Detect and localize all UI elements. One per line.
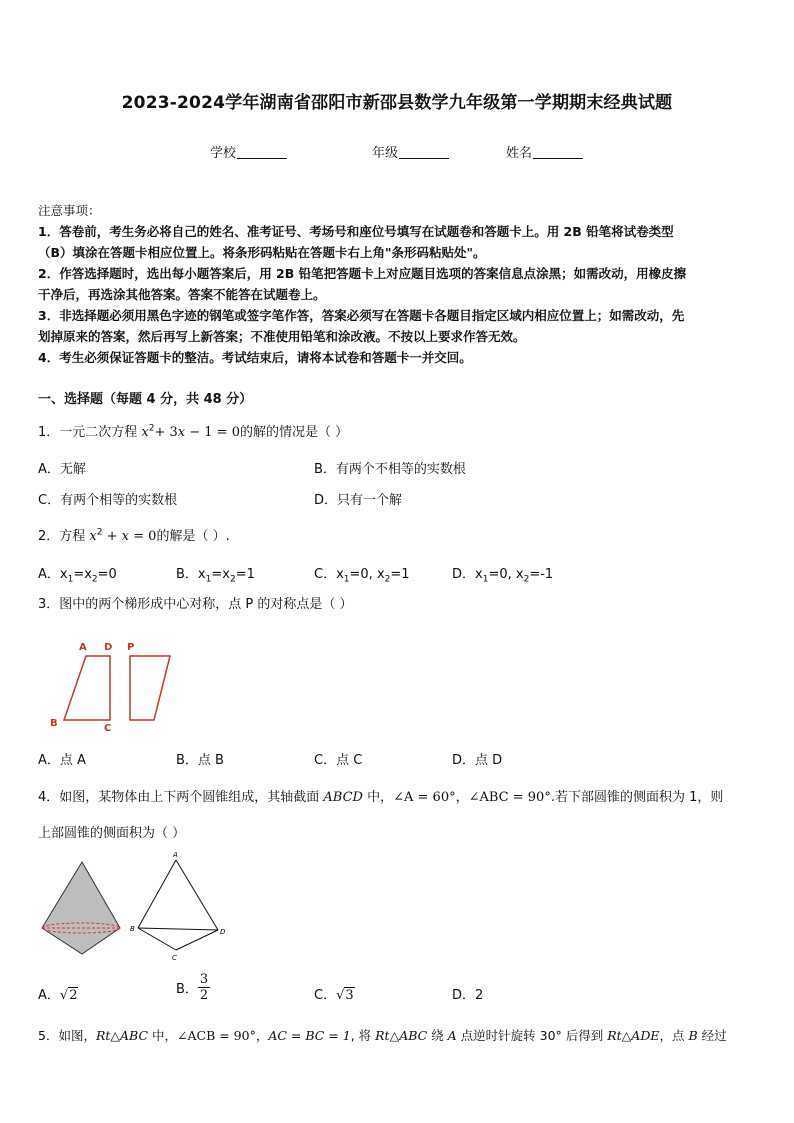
opt-tail: =-1 — [529, 567, 554, 582]
opt-label: C．x — [314, 567, 344, 582]
opt-label: A． — [38, 988, 60, 1003]
label-a: A — [173, 851, 178, 859]
edge-ad — [176, 860, 218, 930]
label-b: B — [50, 718, 58, 729]
name-field[interactable] — [506, 142, 583, 161]
question-2 — [38, 525, 230, 544]
q2-term: = 0 — [129, 529, 157, 544]
sqrt-sign: √2 — [59, 988, 78, 1003]
cone-3d-figure — [36, 856, 128, 966]
grade-field[interactable] — [372, 142, 449, 161]
opt-mid: =x — [73, 567, 92, 582]
label-c: C — [172, 954, 177, 962]
q4-mid: 中， — [362, 790, 394, 805]
label-a: A — [79, 642, 87, 653]
q2-prefix: 2．方程 — [38, 529, 90, 544]
notes-line: 3．非选择题必须用黑色字迹的钢笔或签字笔作答，答案必须写在答题卡各题目指定区域内相应位置上；如需改动，先 — [38, 308, 685, 323]
q4-suffix: .若下部圆锥的侧面积为 1，则 — [550, 790, 724, 805]
q5-equation: AC = BC = 1 — [268, 1028, 351, 1043]
question-4 — [38, 786, 723, 805]
opt-sub: 2 — [229, 574, 236, 585]
q3-option-d[interactable]: D．点 D — [452, 753, 503, 768]
q2-suffix: 的解是（ ）. — [156, 529, 230, 544]
q4-angle-a: ∠A = 60° — [393, 790, 456, 805]
opt-tail: =1 — [390, 567, 410, 582]
name-label: 姓名 — [506, 146, 533, 161]
q5-triangle: Rt△ABC — [375, 1028, 428, 1043]
notes-line: 4．考生必须保证答题卡的整洁。考试结束后，请将本试卷和答题卡一并交回。 — [38, 350, 472, 365]
label-d: D — [104, 642, 113, 653]
q4-option-d[interactable]: D．2 — [452, 988, 484, 1003]
denominator: 2 — [199, 988, 209, 1003]
radicand: 3 — [345, 988, 354, 1003]
sqrt-sign: √3 — [336, 988, 354, 1003]
q5-point: B — [688, 1028, 698, 1043]
opt-sub: 2 — [384, 574, 391, 585]
q4-angle-abc: ∠ABC = 90° — [468, 790, 551, 805]
trapezoid-left — [64, 656, 110, 720]
q5-text: ，点 — [659, 1028, 689, 1043]
q4-comma: ， — [455, 790, 469, 805]
opt-sub: 2 — [91, 574, 98, 585]
name-blank[interactable] — [533, 146, 583, 159]
q1-option-d[interactable]: D．只有一个解 — [314, 493, 403, 508]
question-4-line2: 上部圆锥的侧面积为（ ） — [38, 826, 186, 841]
q2-var: x — [121, 529, 129, 544]
opt-tail: =0 — [97, 567, 117, 582]
q5-triangle: Rt△ABC — [95, 1028, 149, 1043]
radicand: 2 — [69, 988, 78, 1003]
q2-option-b[interactable] — [176, 563, 255, 585]
q1-option-b[interactable]: B．有两个不相等的实数根 — [314, 462, 466, 477]
edge-bc — [138, 928, 176, 950]
q2-term: + — [102, 529, 122, 544]
q2-option-c[interactable] — [314, 563, 410, 585]
fraction — [198, 972, 210, 1003]
notes-heading: 注意事项： — [38, 203, 101, 218]
q3-option-a[interactable]: A．点 A — [38, 753, 86, 768]
q5-text: 点逆时针旋转 30° 后得到 — [456, 1028, 608, 1043]
edge-ab — [138, 860, 176, 928]
opt-mid: =0, x — [488, 567, 524, 582]
q4-prefix: 4．如图，某物体由上下两个圆锥组成，其轴截面 — [38, 790, 324, 805]
opt-sub: 1 — [205, 574, 212, 585]
opt-label: A．x — [38, 567, 68, 582]
q5-text: 中， — [148, 1028, 177, 1043]
notes-line: （B）填涂在答题卡相应位置上。将条形码粘贴在答题卡右上角"条形码粘贴处"。 — [38, 245, 486, 260]
label-d: D — [220, 928, 226, 936]
edge-bd — [138, 928, 218, 930]
question-3: 3．图中的两个梯形成中心对称，点 P 的对称点是（ ） — [38, 597, 353, 612]
q2-option-a[interactable] — [38, 563, 117, 585]
notes-line: 划掉原来的答案，然后再写上新答案；不准使用铅笔和涂改液。不按以上要求作答无效。 — [38, 329, 526, 344]
q5-text: ， — [255, 1028, 269, 1043]
grade-label: 年级 — [372, 146, 399, 161]
q4-option-a[interactable] — [38, 984, 78, 1003]
school-blank[interactable] — [237, 146, 287, 159]
school-label: 学校 — [210, 146, 237, 161]
opt-mid: =x — [211, 567, 230, 582]
opt-sub: 1 — [67, 574, 74, 585]
q5-angle: ∠ACB = 90° — [177, 1028, 256, 1043]
trapezoid-right — [130, 656, 170, 720]
label-p: P — [127, 642, 135, 653]
page-title: 2023-2024学年湖南省邵阳市新邵县数学九年级第一学期期末经典试题 — [121, 93, 673, 113]
q1-var: x — [177, 425, 186, 440]
q1-option-c[interactable]: C．有两个相等的实数根 — [38, 493, 178, 508]
q5-suffix: 经过 — [697, 1028, 727, 1043]
opt-sub: 1 — [343, 574, 350, 585]
question-5 — [38, 1026, 727, 1044]
cone-section-figure — [128, 850, 228, 966]
opt-mid: =0, x — [349, 567, 385, 582]
opt-tail: =1 — [235, 567, 255, 582]
trapezoid-figure — [40, 636, 180, 736]
notes-block — [38, 200, 758, 368]
opt-sub: 1 — [482, 574, 489, 585]
q4-abcd: ABCD — [323, 790, 363, 805]
q1-exponent: 2 — [148, 423, 155, 434]
q5-text: , 将 — [350, 1028, 376, 1043]
q2-exponent: 2 — [96, 527, 103, 538]
q3-option-c[interactable]: C．点 C — [314, 753, 363, 768]
section-heading: 一、选择题（每题 4 分，共 48 分） — [38, 392, 253, 407]
q5-triangle: Rt△ADE — [607, 1028, 660, 1043]
label-b: B — [130, 925, 135, 933]
notes-line: 干净后，再选涂其他答案。答案不能答在试题卷上。 — [38, 287, 326, 302]
q3-option-b[interactable]: B．点 B — [176, 753, 224, 768]
opt-label: D．x — [452, 567, 483, 582]
q4-option-c[interactable] — [314, 984, 355, 1003]
q1-var: x — [141, 425, 149, 440]
label-c: C — [104, 723, 112, 734]
q1-prefix: 1．一元二次方程 — [38, 425, 142, 440]
grade-blank[interactable] — [399, 146, 449, 159]
question-1 — [38, 421, 348, 440]
q1-suffix: 的解的情况是（ ） — [239, 425, 349, 440]
opt-label: B．x — [176, 567, 206, 582]
q5-prefix: 5．如图， — [38, 1028, 96, 1043]
opt-label: C． — [314, 988, 337, 1003]
q1-term: − 1 = 0 — [185, 425, 240, 440]
opt-sub: 2 — [523, 574, 530, 585]
q1-term: + 3 — [154, 425, 178, 440]
numerator: 3 — [199, 972, 209, 987]
edge-cd — [176, 930, 218, 950]
q5-text: 绕 — [427, 1028, 448, 1043]
q2-var: x — [89, 529, 97, 544]
notes-line: 1．答卷前，考生务必将自己的姓名、准考证号、考场号和座位号填写在试题卷和答题卡上。用 2B 铅笔将试卷类型 — [38, 224, 674, 239]
q4-option-b[interactable] — [176, 972, 210, 1003]
q1-option-a[interactable]: A．无解 — [38, 462, 86, 477]
notes-line: 2．作答选择题时，选出每小题答案后，用 2B 铅笔把答题卡上对应题目选项的答案信息点涂黑；如需改动，用橡皮擦 — [38, 266, 687, 281]
cone-body — [42, 862, 120, 954]
q2-option-d[interactable] — [452, 563, 553, 585]
school-field[interactable] — [210, 142, 287, 161]
q5-point: A — [447, 1028, 457, 1043]
opt-label: B． — [176, 982, 198, 997]
